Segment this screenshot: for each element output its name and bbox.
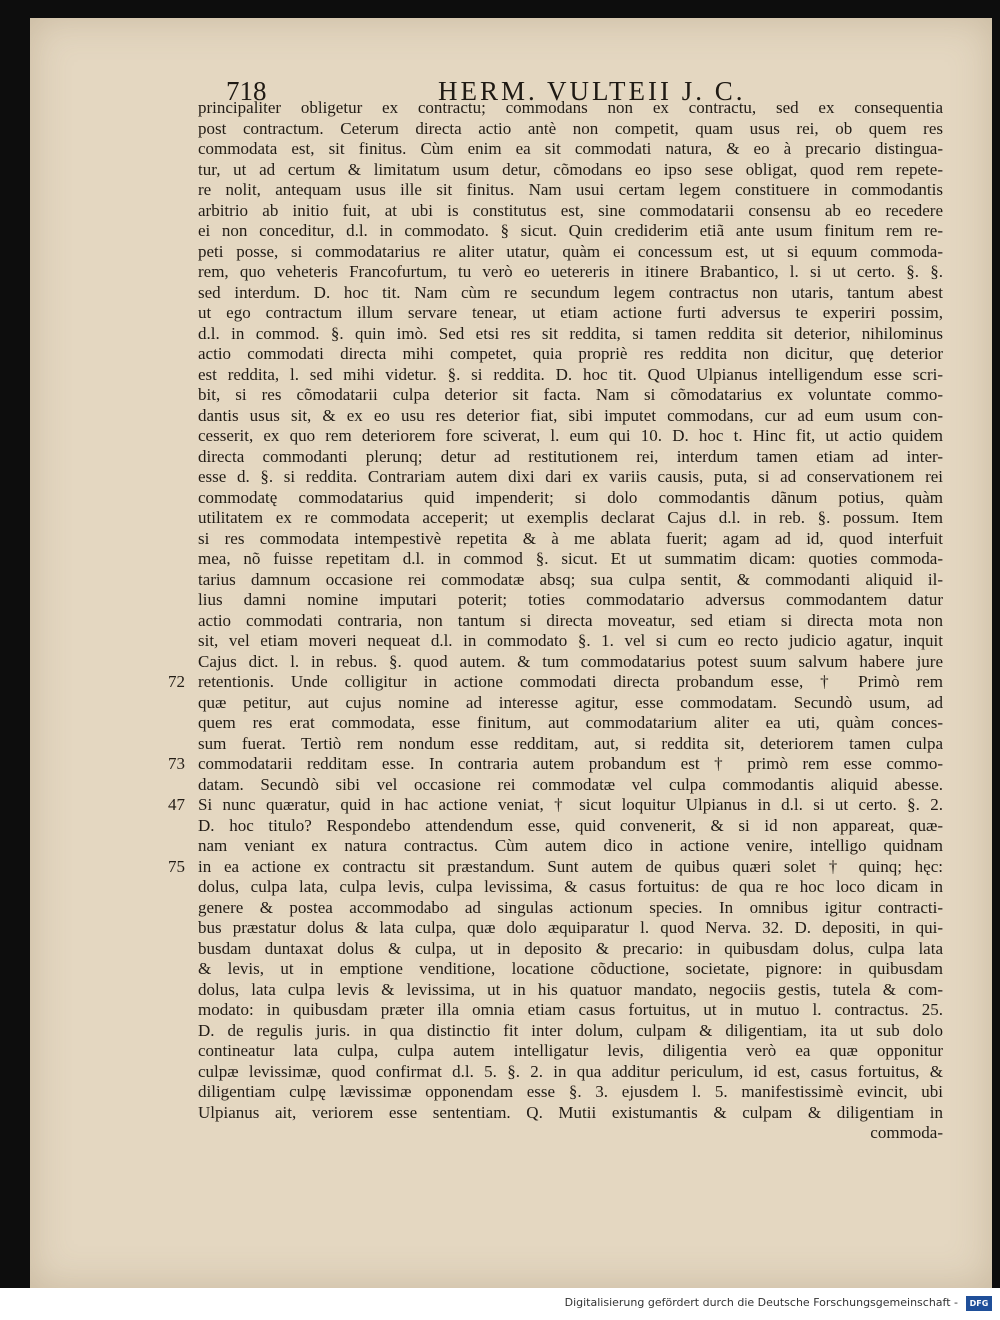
text-line — [198, 959, 943, 980]
text-line — [198, 262, 943, 283]
text-line — [198, 816, 943, 837]
text-line-content: culpæ levissimæ, quod confirmat d.l. 5. §. 2. in qua additur periculum, id est, casus fortuitus, & — [198, 1061, 943, 1081]
text-line-content: ei non conceditur, d.l. in commodato. § sicut. Quin crediderim etiã ante usum finitum rem re- — [198, 221, 943, 240]
text-line-content: commodata est, sit finitus. Cùm enim ea sit commodati natura, & eo à precario distingua- — [198, 139, 943, 158]
text-line-content: diligentiam culpę lævissimæ opponendam esse §. 3. ejusdem l. 5. manifestissimè evincit, ubi — [198, 1082, 943, 1101]
text-line-content: Cajus dict. l. in rebus. §. quod autem. & tum commodatarius potest suum salvum habere jure — [198, 651, 943, 671]
text-line — [198, 693, 943, 714]
text-line — [168, 754, 943, 775]
text-line-content: re nolit, antequam usus ille sit finitus. Nam usui certam legem constituere in commodantis — [198, 180, 943, 199]
text-line — [198, 447, 943, 468]
text-line — [198, 180, 943, 201]
text-line — [198, 775, 943, 796]
text-line — [198, 836, 943, 857]
text-line-content: dolus, culpa lata, culpa levis, culpa levissima, & casus fortuitus: de qua re hoc loco dicam in — [198, 877, 943, 896]
text-line — [198, 529, 943, 550]
text-line-content: & levis, ut in emptione venditione, locatione cõductione, societate, pignore: in quibusdam — [198, 959, 943, 978]
text-line — [198, 1062, 943, 1083]
text-line — [198, 488, 943, 509]
text-line — [198, 549, 943, 570]
text-line-content: contineatur lata culpa, culpa autem intelligatur levis, diligentia verò ea quæ opponitur — [198, 1041, 943, 1060]
text-line-content: directa commodanti plerunq; detur ad restitutionem rei, interdum tamen etiam ad inter- — [198, 446, 943, 466]
text-line-content: utilitatem ex re commodata acceperit; ut exemplis declarat Cajus d.l. in reb. §. possum. Item — [198, 508, 943, 527]
text-line-content: rem, quo veheteris Francofurtum, tu verò eo uetereris in itinere Brabantico, l. si ut certo. §. §. — [198, 262, 943, 281]
text-line-content: genere & postea accommodabo ad singulas actionum species. In omnibus igitur contracti- — [198, 897, 943, 917]
text-line — [198, 652, 943, 673]
text-line — [198, 611, 943, 632]
text-line-content: commoda- — [870, 1123, 943, 1142]
running-head: HERM. VULTEII J. C. — [438, 76, 746, 106]
text-line — [198, 898, 943, 919]
text-line-content: in ea actione ex contractu sit præstandum. Sunt autem de quibus quæri solet † quinq; hęc: — [198, 856, 943, 876]
footer-bar — [0, 1288, 1000, 1320]
text-line-content: dantis usus sit, & ex eo usu res deterior fiat, sibi imputet commodans, cur ad eum usum con- — [198, 405, 943, 425]
text-line-content: commodatę commodatarius quid impenderit; si dolo commodantis dãnum potius, quàm — [198, 487, 943, 507]
text-line — [198, 426, 943, 447]
footer-credit: Digitalisierung gefördert durch die Deutsche Forschungsgemeinschaft - — [564, 1296, 958, 1309]
text-line-content: principaliter obligetur ex contractu; commodans non ex contractu, sed ex consequentia — [198, 98, 943, 117]
text-line-content: D. de regulis juris. in qua distinctio fit inter dolum, culpam & diligentiam, ita ut sub dolo — [198, 1020, 943, 1040]
text-line — [198, 570, 943, 591]
text-line — [198, 160, 943, 181]
text-line-content: si res commodata intempestivè repetita & à me ablata fuerit; agam ad id, quod interfuit — [198, 528, 943, 548]
text-line-content: mea, nõ fuisse repetitam d.l. in commod §. sicut. Et ut summatim dicam: quoties commoda- — [198, 549, 943, 568]
text-line — [198, 242, 943, 263]
text-line — [198, 406, 943, 427]
text-line-content: bus præstatur dolus & lata culpa, quæ dolo æquiparatur l. quod Nerva. 32. D. depositi, in qui- — [198, 918, 943, 937]
text-line-content: arbitrio ab initio fuit, at ubi is constitutus est, sine commodatarii consensu ab eo recedere — [198, 200, 943, 220]
text-line-content: nam veniant ex natura contractus. Cùm autem dico in actione venire, intelligo quidnam — [198, 836, 943, 855]
text-line — [198, 713, 943, 734]
text-line-content: sum fuerat. Tertiò rem nondum esse redditam, aut, si reddita sit, deteriorem tamen culpa — [198, 733, 943, 753]
text-line — [198, 221, 943, 242]
text-line-content: bit, si res cõmodatarii culpa deterior sit facta. Nam si cõmodatarius ex voluntate commo- — [198, 385, 943, 404]
text-line-content: lius damni nomine imputari poterit; toties commodatario adversus commodantem datur — [198, 590, 943, 609]
text-line-content: busdam duntaxat dolus & culpa, ut in deposito & precario: in quibusdam dolus, culpa lata — [198, 938, 943, 958]
text-line — [198, 939, 943, 960]
text-line-content: modato: in quibusdam præter illa omnia etiam casus fortuitus, ut in mutuo l. contractus. 25. — [198, 1000, 943, 1019]
text-line — [198, 1000, 943, 1021]
marginal-number: 75 — [168, 856, 185, 876]
marginal-number: 73 — [168, 754, 185, 773]
text-line-content: actio commodati directa mihi competet, quia propriè res reddita non dicitur, quę deterior — [198, 344, 943, 363]
text-line — [198, 1082, 943, 1103]
text-line — [198, 303, 943, 324]
text-line — [198, 467, 943, 488]
text-line-content: quæ petitur, aut cujus nomine ad interesse agitur, esse commodatam. Secundò usum, ad — [198, 692, 943, 712]
text-line-content: d.l. in commod. §. quin imò. Sed etsi res sit reddita, si tamen reddita sit deterior, nihilominus — [198, 323, 943, 343]
text-line — [198, 1103, 943, 1124]
text-line-content: est reddita, l. sed mihi videtur. §. si reddita. D. hoc tit. Quod Ulpianus intelligendum esse scri- — [198, 364, 943, 384]
text-line-content: Si nunc quæratur, quid in hac actione veniat, † sicut loquitur Ulpianus in d.l. si ut certo. §. 2. — [198, 795, 943, 814]
text-line — [198, 324, 943, 345]
text-line — [198, 98, 943, 119]
text-line — [198, 283, 943, 304]
marginal-number: 72 — [168, 672, 185, 691]
text-line — [198, 1123, 943, 1144]
text-line-content: D. hoc titulo? Respondebo attendendum esse, quid convenerit, & si id non appareat, quæ- — [198, 815, 943, 835]
text-line-content: Ulpianus ait, veriorem esse sententiam. Q. Mutii existumantis & culpam & diligentiam in — [198, 1102, 943, 1122]
text-line-content: dolus, lata culpa levis & levissima, ut in his quatuor mandato, negociis gestis, tutela & com- — [198, 979, 943, 999]
text-line — [198, 385, 943, 406]
text-line-content: retentionis. Unde colligitur in actione commodati directa probandum esse, † Primò rem — [198, 672, 943, 691]
text-line-content: tur, ut ad certum & limitatum usum detur, cõmodans eo ipso sese obligat, quod rem repete- — [198, 159, 943, 179]
text-line-content: esse d. §. si reddita. Contrariam autem dixi dari ex variis causis, puta, si ad conservationem rei — [198, 467, 943, 486]
text-line-content: sed interdum. D. hoc tit. Nam cùm re secundum legem contractus non utaris, tantum abest — [198, 282, 943, 302]
text-line-content: peti posse, si commodatarius re aliter utatur, quàm ei concessum est, ut si equum commoda- — [198, 241, 943, 261]
text-line — [198, 344, 943, 365]
text-line — [198, 201, 943, 222]
text-line-content: ut ego contractum illum servare tenear, ut etiam actione furti adversus te experiri possim, — [198, 303, 943, 322]
marginal-number: 47 — [168, 795, 185, 814]
text-line — [168, 672, 943, 693]
text-line — [198, 1021, 943, 1042]
text-line — [198, 1041, 943, 1062]
text-line-content: post contractum. Ceterum directa actio antè non competit, quam usus rei, ob quem res — [198, 118, 943, 138]
text-line — [198, 877, 943, 898]
text-line — [198, 980, 943, 1001]
dfg-logo-icon: DFG — [966, 1296, 992, 1311]
text-line — [198, 119, 943, 140]
text-line-content: sit, vel etiam moveri nequeat d.l. in commodato §. 1. vel si cum eo recto judicio agatur, inquit — [198, 631, 943, 650]
text-line — [198, 918, 943, 939]
text-line-content: cesserit, ex quo rem deteriorem fore sciverat, l. eum qui 10. D. hoc t. Hinc fit, ut actio quidem — [198, 426, 943, 445]
text-line — [198, 365, 943, 386]
text-line — [198, 139, 943, 160]
text-line-content: commodatarii redditam esse. In contraria autem probandum est † primò rem esse commo- — [198, 754, 943, 773]
text-line — [198, 734, 943, 755]
text-line-content: datam. Secundò sibi vel occasione rei commodatæ vel culpa commodantis aliquid abesse. — [198, 774, 943, 794]
text-line — [168, 795, 943, 816]
text-line — [168, 856, 943, 878]
page-number: 718 — [226, 76, 267, 106]
text-line-content: actio commodati contraria, non tantum si directa moveatur, sed etiam si directa mota non — [198, 610, 943, 630]
body-text — [168, 98, 943, 1144]
text-line — [198, 631, 943, 652]
text-line — [198, 590, 943, 611]
text-line-content: quem res erat commodata, esse finitum, aut commodatarium aliter ea uti, quàm conces- — [198, 713, 943, 732]
text-line — [198, 508, 943, 529]
text-line-content: tarius damnum occasione rei commodatæ absq; sua culpa sentit, & commodanti aliquid il- — [198, 569, 943, 589]
